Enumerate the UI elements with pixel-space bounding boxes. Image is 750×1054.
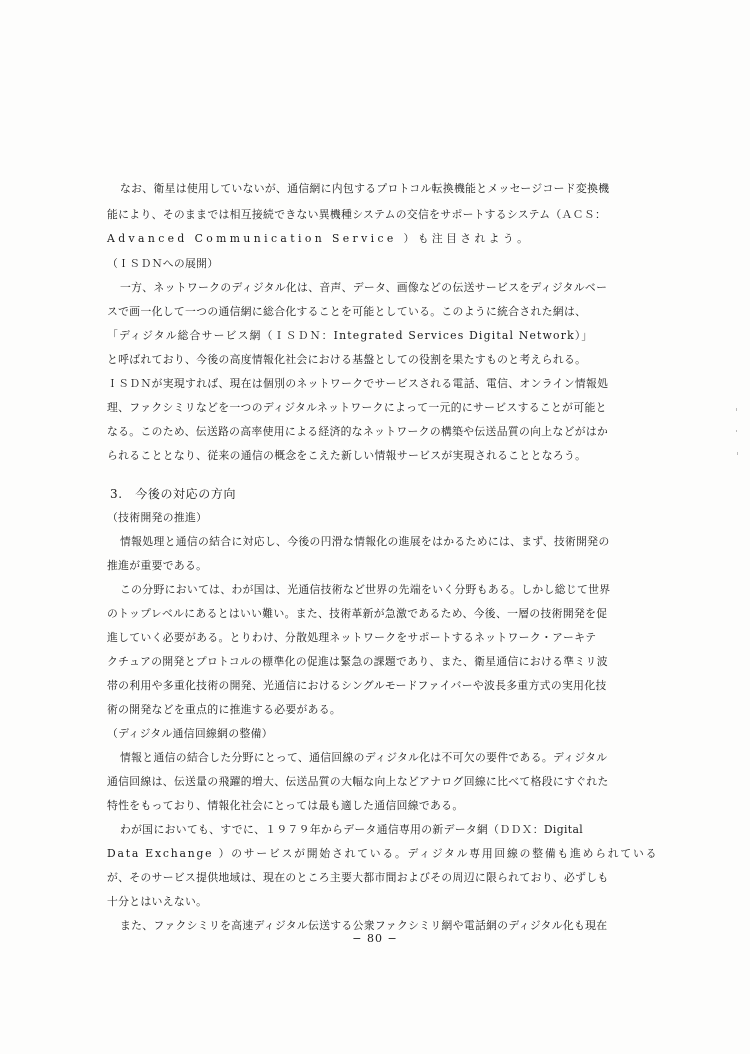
text-line: 通信回線は、伝送量の飛躍的増大、伝送品質の大幅な向上などアナログ回線に比べて格段にすぐれた: [107, 775, 609, 788]
subheading-tech: （技術開発の推進）: [107, 511, 208, 524]
text-line: この分野においては、わが国は、光通信技術など世界の先端をいく分野もある。しかし総じて世界: [120, 583, 611, 596]
subheading-isdn: （ＩＳＤＮへの展開）: [107, 257, 219, 270]
text-line: 情報処理と通信の結合に対応し、今後の円滑な情報化の進展をはかるためには、まず、技術開発の: [120, 535, 610, 548]
text-line: 「ディジタル総合サービス網（ＩＳＤＮ：Integrated Services Digital Network）」: [107, 329, 594, 342]
text-line: また、ファクシミリを高速ディジタル伝送する公衆ファクシミリ網や電話網のディジタル化も現在: [120, 919, 608, 932]
text-line: 情報と通信の結合した分野にとって、通信回線のディジタル化は不可欠の要件である。ディジタル: [120, 751, 608, 764]
section-heading: 3. 今後の対応の方向: [110, 487, 237, 501]
text-line: Advanced Communication Service ）も注目されよう。: [107, 232, 532, 245]
scan-artifact: [736, 430, 737, 432]
scan-artifact: [736, 408, 737, 411]
text-line: が、そのサービス提供地域は、現在のところ主要大都市間およびその周辺に限られており、必ずしも: [107, 871, 609, 884]
page-number: − 80 −: [352, 932, 398, 945]
text-line: クチュアの開発とプロトコルの標準化の促進は緊急の課題であり、また、衛星通信における準ミリ波: [107, 655, 608, 668]
text-line: Data Exchange ）のサービスが開始されている。ディジタル専用回線の整備も進められている: [107, 847, 659, 860]
text-line: 進していく必要がある。とりわけ、分散処理ネットワークをサポートするネットワーク・アーキテ: [107, 631, 597, 644]
text-line: スで画一化して一つの通信網に総合化することを可能としている。このように統合された網は、: [107, 305, 587, 318]
text-line: 能により、そのままでは相互接続できない異機種システムの交信をサポートするシステム（ＡＣＳ：: [107, 208, 607, 221]
text-line: 十分とはいえない。: [107, 895, 208, 908]
text-line: ＩＳＤＮが実現すれば、現在は個別のネットワークでサービスされる電話、電信、オンライン情報処: [107, 377, 609, 390]
text-line: なお、衛星は使用していないが、通信網に内包するプロトコル転換機能とメッセージコード変換機: [120, 182, 610, 195]
text-line: 術の開発などを重点的に推進する必要がある。: [107, 703, 342, 716]
text-line: と呼ばれており、今後の高度情報化社会における基盤としての役割を果たすものと考えられる。: [107, 353, 587, 366]
text-line: のトップレベルにあるとはいい難い。また、技術革新が急激であるため、今後、一層の技術開発を促: [107, 607, 608, 620]
text-line: わが国においても、すでに、１９７９年からデータ通信専用の新データ網（ＤＤＸ：Digital: [120, 823, 584, 836]
text-line: られることとなり、従来の通信の概念をこえた新しい情報サービスが実現されることとなろう。: [107, 449, 587, 462]
scan-artifact: [737, 452, 738, 455]
text-line: 特性をもっており、情報化社会にとっては最も適した通信回線である。: [107, 799, 464, 812]
subheading-digital: （ディジタル通信回線網の整備）: [107, 727, 273, 740]
text-line: 一方、ネットワークのディジタル化は、音声、データ、画像などの伝送サービスをディジタルベー: [120, 281, 608, 294]
text-line: 推進が重要である。: [107, 559, 208, 572]
text-line: なる。このため、伝送路の高率使用による経済的なネットワークの構築や伝送品質の向上などがはか: [107, 425, 609, 438]
text-line: 帯の利用や多重化技術の開発、光通信におけるシングルモードファイバーや波長多重方式の実用化技: [107, 679, 607, 692]
text-line: 理、ファクシミリなどを一つのディジタルネットワークによって一元的にサービスすることが可能と: [107, 401, 607, 414]
